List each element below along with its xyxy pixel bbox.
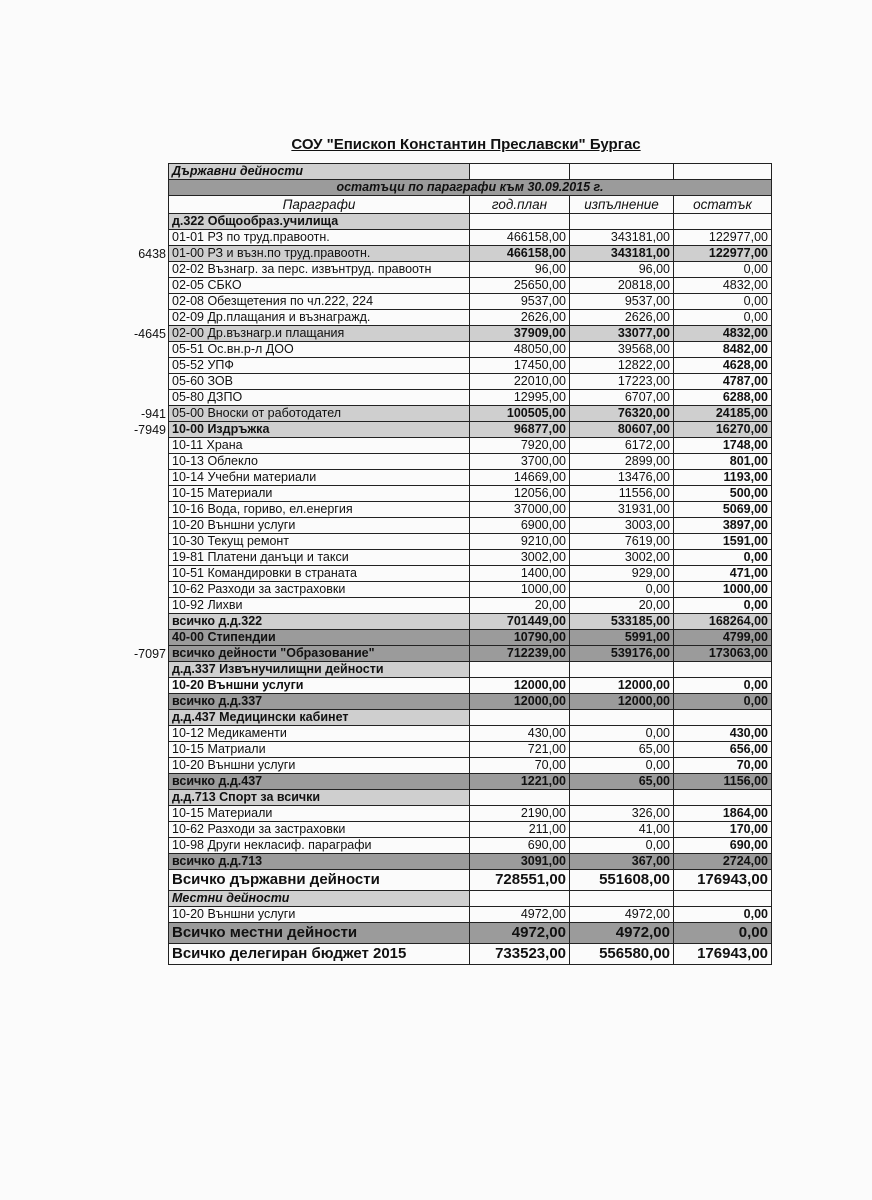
row-label: 05-51 Ос.вн.р-л ДОО <box>169 342 470 358</box>
table-row <box>169 294 772 310</box>
row-label: 10-20 Външни услуги <box>169 758 470 774</box>
rest-cell <box>674 710 772 726</box>
done-cell: 41,00 <box>570 822 674 838</box>
row-label: всичко д.д.322 <box>169 614 470 630</box>
rest-cell: 176943,00 <box>674 870 772 891</box>
table-row <box>169 262 772 278</box>
plan-cell: 1221,00 <box>470 774 570 790</box>
rest-cell: 170,00 <box>674 822 772 838</box>
rest-cell: 1748,00 <box>674 438 772 454</box>
plan-cell <box>470 790 570 806</box>
row-label: Всичко местни дейности <box>169 923 470 944</box>
row-label: 10-62 Разходи за застраховки <box>169 582 470 598</box>
row-label: 19-81 Платени данъци и такси <box>169 550 470 566</box>
done-cell: 0,00 <box>570 582 674 598</box>
table-row <box>169 326 772 342</box>
row-label: 10-20 Външни услуги <box>169 678 470 694</box>
plan-cell: 37909,00 <box>470 326 570 342</box>
table-row <box>169 630 772 646</box>
row-label: 10-00 Издръжка <box>169 422 470 438</box>
row-label: д.д.337 Извънучилищни дейности <box>169 662 470 678</box>
table-row <box>169 891 772 907</box>
row-label: 10-15 Материали <box>169 486 470 502</box>
rest-cell: 176943,00 <box>674 944 772 965</box>
rest-cell: 0,00 <box>674 923 772 944</box>
plan-cell: 20,00 <box>470 598 570 614</box>
rest-cell: 122977,00 <box>674 230 772 246</box>
done-cell: 343181,00 <box>570 230 674 246</box>
rest-cell: 2724,00 <box>674 854 772 870</box>
table-row <box>169 534 772 550</box>
rest-cell: 0,00 <box>674 598 772 614</box>
done-cell: 96,00 <box>570 262 674 278</box>
subtitle-row <box>169 180 772 196</box>
table-row <box>169 518 772 534</box>
rest-cell: 801,00 <box>674 454 772 470</box>
budget-table <box>168 163 772 965</box>
plan-cell: 3700,00 <box>470 454 570 470</box>
done-cell: 80607,00 <box>570 422 674 438</box>
rest-cell: 0,00 <box>674 678 772 694</box>
done-cell: 929,00 <box>570 566 674 582</box>
table-row <box>169 806 772 822</box>
side-note: -941 <box>140 406 166 421</box>
row-label: Всичко държавни дейности <box>169 870 470 891</box>
rest-cell: 0,00 <box>674 694 772 710</box>
row-label: 10-30 Текущ ремонт <box>169 534 470 550</box>
rest-cell: 430,00 <box>674 726 772 742</box>
done-cell: 76320,00 <box>570 406 674 422</box>
done-cell: 0,00 <box>570 758 674 774</box>
plan-cell: 712239,00 <box>470 646 570 662</box>
row-label: 10-62 Разходи за застраховки <box>169 822 470 838</box>
col-header-rest: остатък <box>674 196 772 214</box>
header-row <box>169 196 772 214</box>
table-row <box>169 310 772 326</box>
subtitle: остатъци по параграфи към 30.09.2015 г. <box>169 180 772 196</box>
rest-cell: 16270,00 <box>674 422 772 438</box>
table-row <box>169 614 772 630</box>
done-cell: 556580,00 <box>570 944 674 965</box>
plan-cell <box>470 710 570 726</box>
col-header-done: изпълнение <box>570 196 674 214</box>
table-row <box>169 854 772 870</box>
done-cell: 20818,00 <box>570 278 674 294</box>
rest-cell: 1156,00 <box>674 774 772 790</box>
table-row <box>169 502 772 518</box>
state-activities-row <box>169 164 772 180</box>
plan-cell: 22010,00 <box>470 374 570 390</box>
row-label: д.322 Общообраз.училища <box>169 214 470 230</box>
done-cell <box>570 662 674 678</box>
table-row <box>169 662 772 678</box>
row-label: 10-16 Вода, гориво, ел.енергия <box>169 502 470 518</box>
plan-cell <box>470 214 570 230</box>
table-row <box>169 678 772 694</box>
plan-cell: 728551,00 <box>470 870 570 891</box>
rest-cell: 4799,00 <box>674 630 772 646</box>
table-row <box>169 944 772 965</box>
rest-cell: 122977,00 <box>674 246 772 262</box>
row-label: всичко дейности "Образование" <box>169 646 470 662</box>
table-row <box>169 710 772 726</box>
done-cell: 533185,00 <box>570 614 674 630</box>
table-row <box>169 726 772 742</box>
table-row <box>169 774 772 790</box>
table-row <box>169 406 772 422</box>
done-cell: 539176,00 <box>570 646 674 662</box>
rest-cell <box>674 214 772 230</box>
rest-cell: 6288,00 <box>674 390 772 406</box>
row-label: 10-11 Храна <box>169 438 470 454</box>
table-row <box>169 582 772 598</box>
row-label: 02-09 Др.плащания и възнагражд. <box>169 310 470 326</box>
done-cell: 33077,00 <box>570 326 674 342</box>
table-row <box>169 694 772 710</box>
plan-cell: 17450,00 <box>470 358 570 374</box>
done-cell: 12000,00 <box>570 694 674 710</box>
table-row <box>169 822 772 838</box>
rest-cell: 168264,00 <box>674 614 772 630</box>
rest-cell: 4628,00 <box>674 358 772 374</box>
rest-cell: 4787,00 <box>674 374 772 390</box>
row-label: 05-52 УПФ <box>169 358 470 374</box>
rest-cell: 3897,00 <box>674 518 772 534</box>
rest-cell: 0,00 <box>674 907 772 923</box>
table-row <box>169 790 772 806</box>
state-activities-label: Държавни дейности <box>169 164 470 180</box>
table-row <box>169 646 772 662</box>
plan-cell: 4972,00 <box>470 907 570 923</box>
table-row <box>169 758 772 774</box>
plan-cell: 12056,00 <box>470 486 570 502</box>
row-label: Местни дейности <box>169 891 470 907</box>
rest-cell: 1000,00 <box>674 582 772 598</box>
row-label: 10-92 Лихви <box>169 598 470 614</box>
done-cell: 367,00 <box>570 854 674 870</box>
row-label: всичко д.д.337 <box>169 694 470 710</box>
row-label: 10-98 Други некласиф. параграфи <box>169 838 470 854</box>
rest-cell <box>674 662 772 678</box>
document-title: СОУ "Епископ Константин Преславски" Бургас <box>291 136 641 153</box>
done-cell: 0,00 <box>570 726 674 742</box>
done-cell <box>570 790 674 806</box>
table-row <box>169 470 772 486</box>
plan-cell: 12000,00 <box>470 678 570 694</box>
done-cell: 551608,00 <box>570 870 674 891</box>
row-label: 10-14 Учебни материали <box>169 470 470 486</box>
done-cell: 11556,00 <box>570 486 674 502</box>
side-note: 6438 <box>138 246 166 261</box>
rest-cell: 5069,00 <box>674 502 772 518</box>
rest-cell: 0,00 <box>674 294 772 310</box>
done-cell: 12000,00 <box>570 678 674 694</box>
done-cell <box>570 891 674 907</box>
row-label: 10-20 Външни услуги <box>169 518 470 534</box>
plan-cell: 1400,00 <box>470 566 570 582</box>
col-header-paragraphs: Параграфи <box>169 196 470 214</box>
plan-cell: 733523,00 <box>470 944 570 965</box>
row-label: Всичко делегиран бюджет 2015 <box>169 944 470 965</box>
row-label: 10-15 Матриали <box>169 742 470 758</box>
done-cell: 343181,00 <box>570 246 674 262</box>
table-row <box>169 438 772 454</box>
plan-cell: 430,00 <box>470 726 570 742</box>
rest-cell: 173063,00 <box>674 646 772 662</box>
done-cell: 6707,00 <box>570 390 674 406</box>
rest-cell: 0,00 <box>674 262 772 278</box>
plan-cell: 14669,00 <box>470 470 570 486</box>
row-label: 02-00 Др.възнагр.и плащания <box>169 326 470 342</box>
table-row <box>169 230 772 246</box>
plan-cell: 9537,00 <box>470 294 570 310</box>
rest-cell: 0,00 <box>674 310 772 326</box>
done-cell: 326,00 <box>570 806 674 822</box>
row-label: 02-05 СБКО <box>169 278 470 294</box>
done-cell: 2899,00 <box>570 454 674 470</box>
rest-cell: 8482,00 <box>674 342 772 358</box>
row-label: 05-00 Вноски от работодател <box>169 406 470 422</box>
done-cell: 3002,00 <box>570 550 674 566</box>
plan-cell: 96,00 <box>470 262 570 278</box>
plan-cell: 701449,00 <box>470 614 570 630</box>
done-cell: 17223,00 <box>570 374 674 390</box>
plan-cell: 1000,00 <box>470 582 570 598</box>
done-cell: 5991,00 <box>570 630 674 646</box>
done-cell: 0,00 <box>570 838 674 854</box>
plan-cell <box>470 891 570 907</box>
table-row <box>169 486 772 502</box>
done-cell: 65,00 <box>570 742 674 758</box>
done-cell <box>570 710 674 726</box>
plan-cell: 7920,00 <box>470 438 570 454</box>
rest-cell: 500,00 <box>674 486 772 502</box>
rest-cell: 471,00 <box>674 566 772 582</box>
table-row <box>169 907 772 923</box>
table-row <box>169 550 772 566</box>
done-cell <box>570 214 674 230</box>
plan-cell <box>470 662 570 678</box>
plan-cell: 3002,00 <box>470 550 570 566</box>
table-row <box>169 390 772 406</box>
done-cell: 6172,00 <box>570 438 674 454</box>
plan-cell: 6900,00 <box>470 518 570 534</box>
rest-cell: 70,00 <box>674 758 772 774</box>
row-label: 10-51 Командировки в страната <box>169 566 470 582</box>
plan-cell: 2626,00 <box>470 310 570 326</box>
done-cell: 2626,00 <box>570 310 674 326</box>
row-label: 40-00 Стипендии <box>169 630 470 646</box>
plan-cell: 9210,00 <box>470 534 570 550</box>
done-cell: 7619,00 <box>570 534 674 550</box>
done-cell: 9537,00 <box>570 294 674 310</box>
plan-cell: 466158,00 <box>470 230 570 246</box>
row-label: д.д.713 Спорт за всички <box>169 790 470 806</box>
table-row <box>169 278 772 294</box>
done-cell: 31931,00 <box>570 502 674 518</box>
plan-cell: 70,00 <box>470 758 570 774</box>
plan-cell: 690,00 <box>470 838 570 854</box>
plan-cell: 10790,00 <box>470 630 570 646</box>
done-cell: 4972,00 <box>570 923 674 944</box>
plan-cell: 211,00 <box>470 822 570 838</box>
done-cell: 65,00 <box>570 774 674 790</box>
plan-cell: 12000,00 <box>470 694 570 710</box>
table-row <box>169 598 772 614</box>
table-row <box>169 742 772 758</box>
table-row <box>169 566 772 582</box>
row-label: 05-80 ДЗПО <box>169 390 470 406</box>
row-label: 02-02 Възнагр. за перс. извънтруд. правоотн <box>169 262 470 278</box>
side-note: -7949 <box>134 422 166 437</box>
rest-cell <box>674 790 772 806</box>
rest-cell: 656,00 <box>674 742 772 758</box>
table-row <box>169 246 772 262</box>
plan-cell: 2190,00 <box>470 806 570 822</box>
row-label: 10-20 Външни услуги <box>169 907 470 923</box>
side-note: -7097 <box>134 646 166 661</box>
row-label: 10-13 Облекло <box>169 454 470 470</box>
row-label: всичко д.д.713 <box>169 854 470 870</box>
table-row <box>169 214 772 230</box>
row-label: 01-00 РЗ и възн.по труд.правоотн. <box>169 246 470 262</box>
plan-cell: 37000,00 <box>470 502 570 518</box>
rest-cell: 4832,00 <box>674 326 772 342</box>
rest-cell: 1591,00 <box>674 534 772 550</box>
rest-cell: 1193,00 <box>674 470 772 486</box>
row-label: д.д.437 Медицински кабинет <box>169 710 470 726</box>
table-row <box>169 838 772 854</box>
rest-cell: 690,00 <box>674 838 772 854</box>
table-row <box>169 358 772 374</box>
plan-cell: 100505,00 <box>470 406 570 422</box>
plan-cell: 25650,00 <box>470 278 570 294</box>
rest-cell: 0,00 <box>674 550 772 566</box>
document-title-wrap <box>0 136 872 154</box>
done-cell: 39568,00 <box>570 342 674 358</box>
rest-cell <box>674 891 772 907</box>
row-label: 05-60 ЗОВ <box>169 374 470 390</box>
row-label: 10-15 Материали <box>169 806 470 822</box>
table-row <box>169 870 772 891</box>
side-note: -4645 <box>134 326 166 341</box>
table-row <box>169 374 772 390</box>
plan-cell: 721,00 <box>470 742 570 758</box>
row-label: 01-01 РЗ по труд.правоотн. <box>169 230 470 246</box>
plan-cell: 12995,00 <box>470 390 570 406</box>
plan-cell: 48050,00 <box>470 342 570 358</box>
plan-cell: 4972,00 <box>470 923 570 944</box>
done-cell: 12822,00 <box>570 358 674 374</box>
plan-cell: 3091,00 <box>470 854 570 870</box>
done-cell: 3003,00 <box>570 518 674 534</box>
table-row <box>169 454 772 470</box>
rest-cell: 4832,00 <box>674 278 772 294</box>
rest-cell: 1864,00 <box>674 806 772 822</box>
rest-cell: 24185,00 <box>674 406 772 422</box>
done-cell: 4972,00 <box>570 907 674 923</box>
done-cell: 20,00 <box>570 598 674 614</box>
row-label: 02-08 Обезщетения по чл.222, 224 <box>169 294 470 310</box>
table-row <box>169 923 772 944</box>
table-row <box>169 342 772 358</box>
table-row <box>169 422 772 438</box>
plan-cell: 466158,00 <box>470 246 570 262</box>
done-cell: 13476,00 <box>570 470 674 486</box>
row-label: всичко д.д.437 <box>169 774 470 790</box>
row-label: 10-12 Медикаменти <box>169 726 470 742</box>
col-header-plan: год.план <box>470 196 570 214</box>
plan-cell: 96877,00 <box>470 422 570 438</box>
